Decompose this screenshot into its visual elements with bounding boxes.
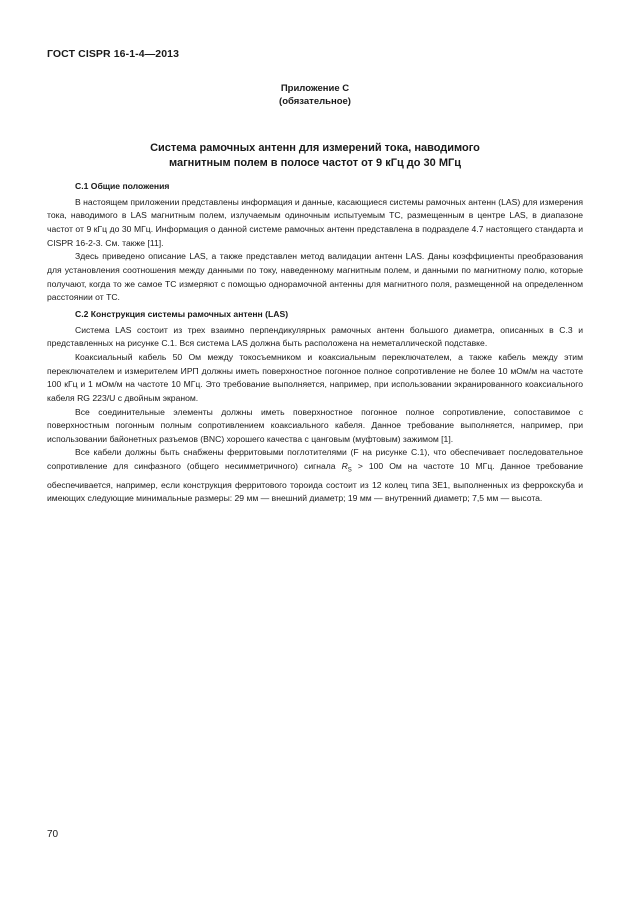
paragraph: В настоящем приложении представлены информация и данные, касающиеся системы рамочных антенн (LAS) для измерения тока, наводимого в LAS магнитным полем, излучаемым одиночным испытуемым ТС, размещенным в центре LAS, в диапазоне частот от 9 кГц до 30 МГц. Информация о данной системе рамочных антенн представлена в подразделе 4.7 настоящего стандарта и CISPR 16-2-3. См. также [11]. [47,196,583,248]
annex-title [0,141,630,171]
annex-title-line-2: магнитным полем в полосе частот от 9 кГц до 30 МГц [168,157,461,169]
document-body [47,180,583,506]
paragraph: Система LAS состоит из трех взаимно перпендикулярных рамочных антенн большого диаметра, описанных в С.3 и представленных на рисунке С.1. Вся система LAS должна быть расположена на неметаллической подставке. [47,324,583,349]
section-heading-c1: С.1 Общие положения [75,181,170,191]
paragraph: Все соединительные элементы должны иметь поверхностное погонное полное сопротивление, сопоставимое с поверхностным погонным полным сопротивлением коаксиального кабеля. Данное требование выполняется, например, при использовании байонетных разъемов (BNC) хорошего качества с цанговым (муфтовым) зажимом [1]. [47,406,583,444]
paragraph: Здесь приведено описание LAS, а также представлен метод валидации антенн LAS. Даны коэффициенты преобразования для установления соотношения между данными по току, наведенному магнитным полем, и данными по магнитному полю, которые получают, когда то же самое ТС измеряют с помощью однорамочной антенны для магнитного поля, размещенной на определенном расстоянии от ТС. [47,251,583,303]
page-number: 70 [47,829,59,840]
symbol-r: R [341,461,348,472]
paragraph-text: Все кабели должны быть снабжены ферритовыми поглотителями (F на рисунке С.1), что обеспечивает последовательное сопротивление для синфазного (общего несимметричного) сигнала [47,447,583,472]
symbol-subscript: S [347,467,352,474]
paragraph-text: > 100 Ом на частоте 10 МГц. Данное требование обеспечивается, например, если конструкция ферритового тороида состоит из 12 колец типа 3Е1, выполненных из феррокскуба и имеющих следующие минимальные размеры: 29 мм — внешний диаметр; 19 мм — внутренний диаметр; 7,5 мм — высота. [47,461,583,504]
annex-label: Приложение С [280,83,350,94]
paragraph-ferrite [47,446,583,505]
standard-designation: ГОСТ CISPR 16-1-4—2013 [47,48,180,60]
paragraph: Коаксиальный кабель 50 Ом между токосъемником и коаксиальным переключателем, а также кабель между этим переключателем и измерителем ИРП должны иметь поверхностное погонное полное сопротивление не более 10 мОм/м на частоте 100 кГц и 1 мОм/м на частоте 10 МГц. Это требование выполняется, например, при использовании экранированного коаксиального кабеля RG 223/U с двойным экраном. [47,351,583,403]
document-header [47,48,179,60]
annex-heading [0,82,630,108]
section-heading-c2: С.2 Конструкция системы рамочных антенн (LAS) [75,308,289,319]
annex-status: (обязательное) [279,96,351,107]
annex-title-line-1: Система рамочных антенн для измерений тока, наводимого [150,142,480,154]
